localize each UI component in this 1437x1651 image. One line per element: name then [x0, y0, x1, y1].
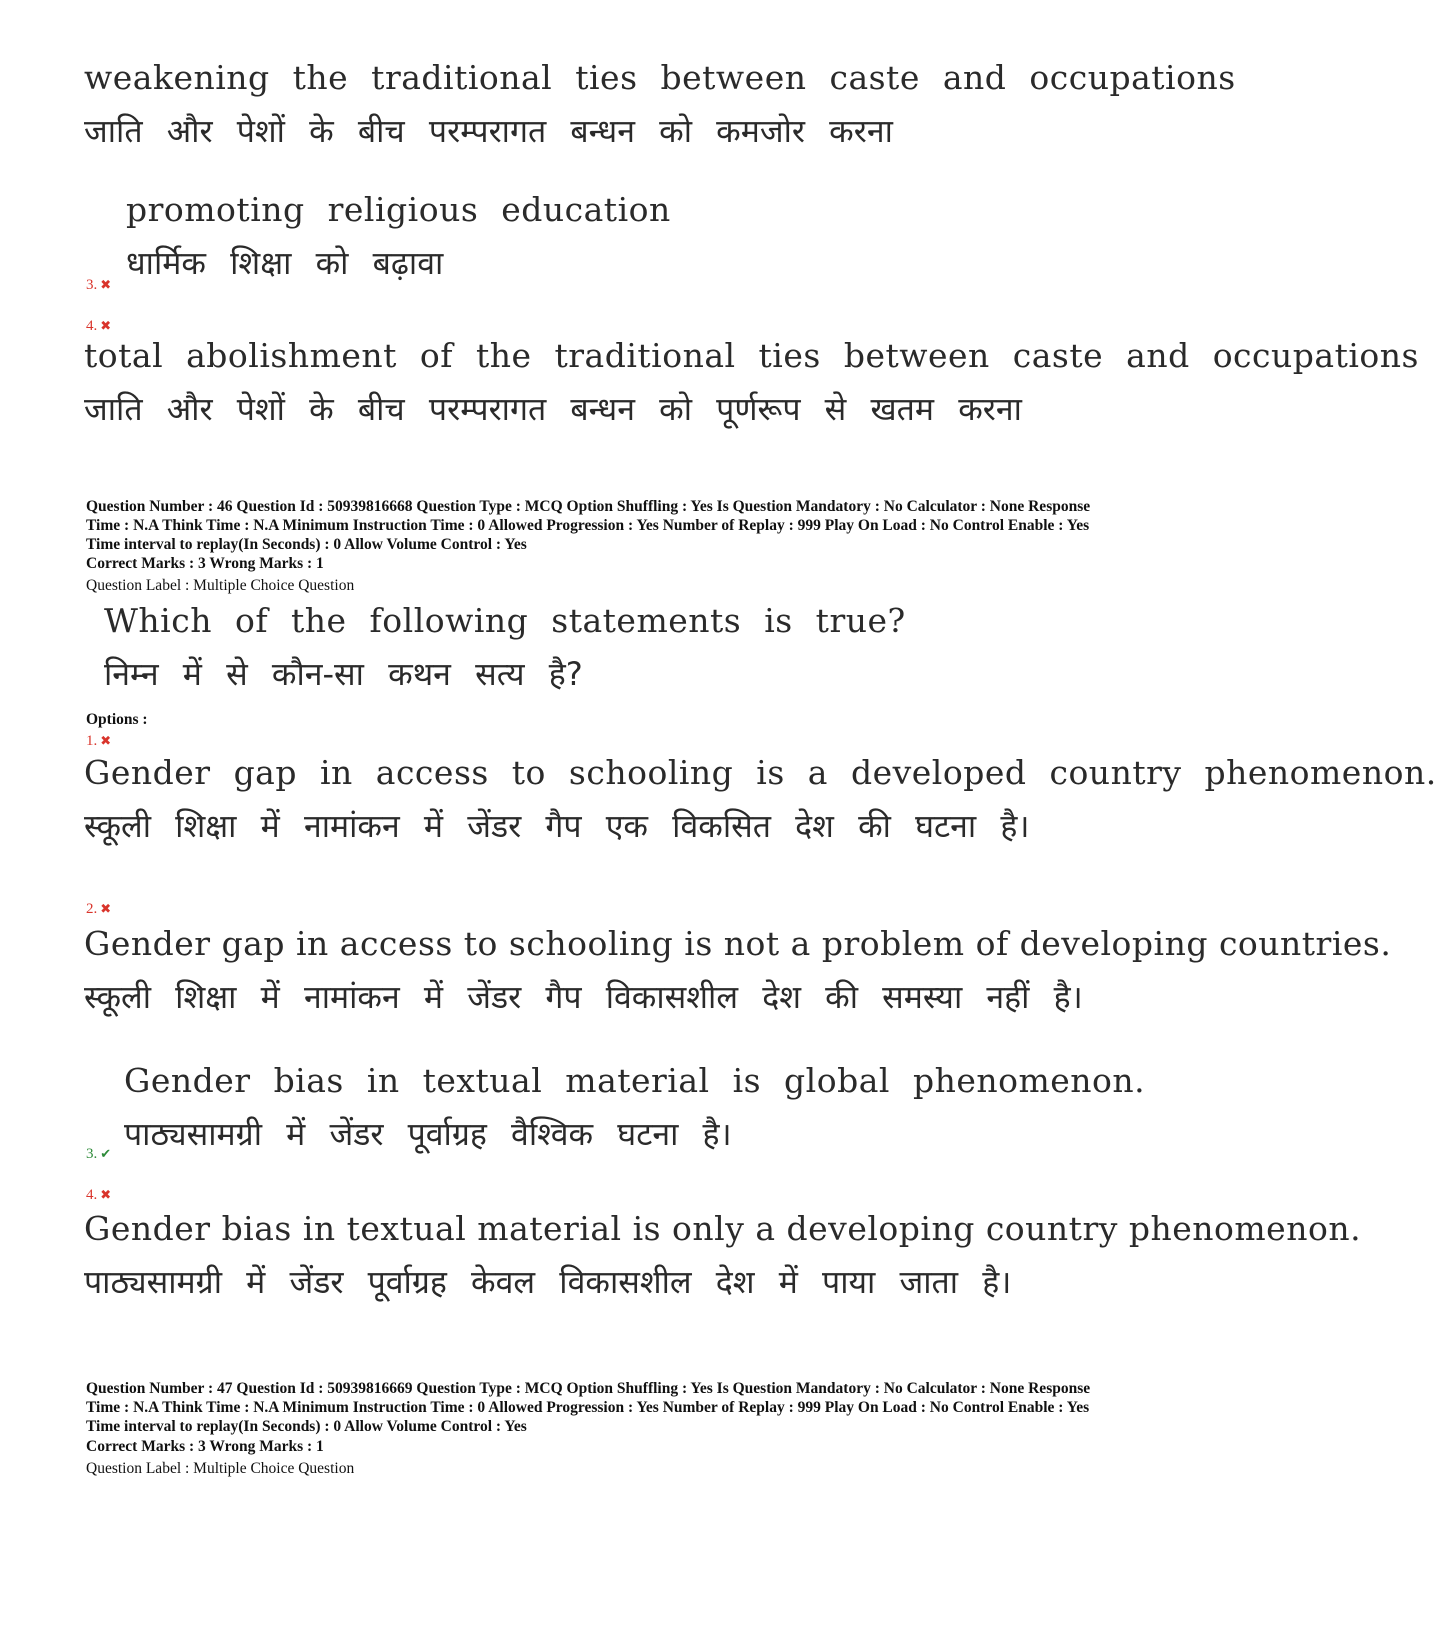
prev-option-2-english: weakening the traditional ties between caste and occupations	[84, 58, 1236, 97]
cross-icon: ✖	[100, 901, 112, 916]
question-46-english: Which of the following statements is true?	[104, 601, 906, 640]
cross-icon: ✖	[100, 1187, 112, 1202]
option-2-english: Gender gap in access to schooling is not a problem of developing countries.	[84, 924, 1392, 963]
options-heading: Options :	[86, 711, 148, 728]
option-1-english: Gender gap in access to schooling is a developed country phenomenon.	[84, 753, 1437, 792]
question-47-label: Question Label : Multiple Choice Question	[86, 1460, 355, 1477]
option-2-number: 2. ✖	[86, 901, 112, 917]
prev-option-3-hindi: धार्मिक शिक्षा को बढ़ावा	[126, 244, 444, 282]
question-47-meta: Question Number : 47 Question Id : 50939816669 Question Type : MCQ Option Shuffling : Yes Is Question Mandatory : No Calculator : None Response Time : N.A Think Time : N.A Minimum Instruction Time : 0 Allowed Progression : Yes Number of Replay : 999 Play On Load : No Control Enable : Yes Time interval to replay(In Seconds) : 0 Allow Volume Control : Yes	[86, 1380, 1091, 1435]
option-2-image	[84, 924, 1392, 1020]
option-2-hindi: स्कूली शिक्षा में नामांकन में जेंडर गैप विकासशील देश की समस्या नहीं है।	[84, 978, 1083, 1016]
option-1-hindi: स्कूली शिक्षा में नामांकन में जेंडर गैप एक विकसित देश की घटना है।	[84, 807, 1030, 845]
question-46-label: Question Label : Multiple Choice Question	[86, 577, 355, 594]
prev-option-3-number: 3. ✖	[86, 277, 112, 293]
question-47-marks: Correct Marks : 3 Wrong Marks : 1	[86, 1438, 324, 1455]
prev-option-2-image	[84, 58, 1236, 154]
option-4-hindi: पाठ्यसामग्री में जेंडर पूर्वाग्रह केवल विकासशील देश में पाया जाता है।	[84, 1263, 1012, 1301]
option-1-number: 1. ✖	[86, 733, 112, 749]
prev-option-3-image	[126, 190, 1126, 286]
cross-icon: ✖	[100, 318, 112, 333]
option-4-english: Gender bias in textual material is only a developing country phenomenon.	[84, 1209, 1362, 1248]
prev-option-2-hindi: जाति और पेशों के बीच परम्परागत बन्धन को कमजोर करना	[84, 112, 893, 150]
cross-icon: ✖	[100, 733, 112, 748]
option-1-image	[84, 753, 1437, 849]
cross-icon: ✖	[100, 277, 112, 292]
question-46-meta: Question Number : 46 Question Id : 50939816668 Question Type : MCQ Option Shuffling : Yes Is Question Mandatory : No Calculator : None Response Time : N.A Think Time : N.A Minimum Instruction Time : 0 Allowed Progression : Yes Number of Replay : 999 Play On Load : No Control Enable : Yes Time interval to replay(In Seconds) : 0 Allow Volume Control : Yes	[86, 498, 1091, 553]
checkmark-icon: ✔	[100, 1146, 112, 1161]
question-46-marks: Correct Marks : 3 Wrong Marks : 1	[86, 555, 324, 572]
option-3-number: 3. ✔	[86, 1146, 112, 1162]
prev-option-4-hindi: जाति और पेशों के बीच परम्परागत बन्धन को पूर्णरूप से खतम करना	[84, 390, 1022, 428]
prev-option-3-english: promoting religious education	[126, 190, 671, 229]
prev-option-4-english: total abolishment of the traditional ties between caste and occupations	[84, 336, 1419, 375]
option-3-english: Gender bias in textual material is global phenomenon.	[124, 1061, 1146, 1100]
option-3-hindi: पाठ्यसामग्री में जेंडर पूर्वाग्रह वैश्विक घटना है।	[124, 1115, 732, 1153]
option-4-number: 4. ✖	[86, 1187, 112, 1203]
question-46-text	[104, 601, 906, 697]
option-3-image	[124, 1061, 1146, 1157]
question-46-hindi: निम्न में से कौन-सा कथन सत्य है?	[104, 655, 583, 693]
option-4-image	[84, 1209, 1362, 1305]
prev-option-4-number: 4. ✖	[86, 318, 112, 334]
prev-option-4-image	[84, 336, 1419, 432]
